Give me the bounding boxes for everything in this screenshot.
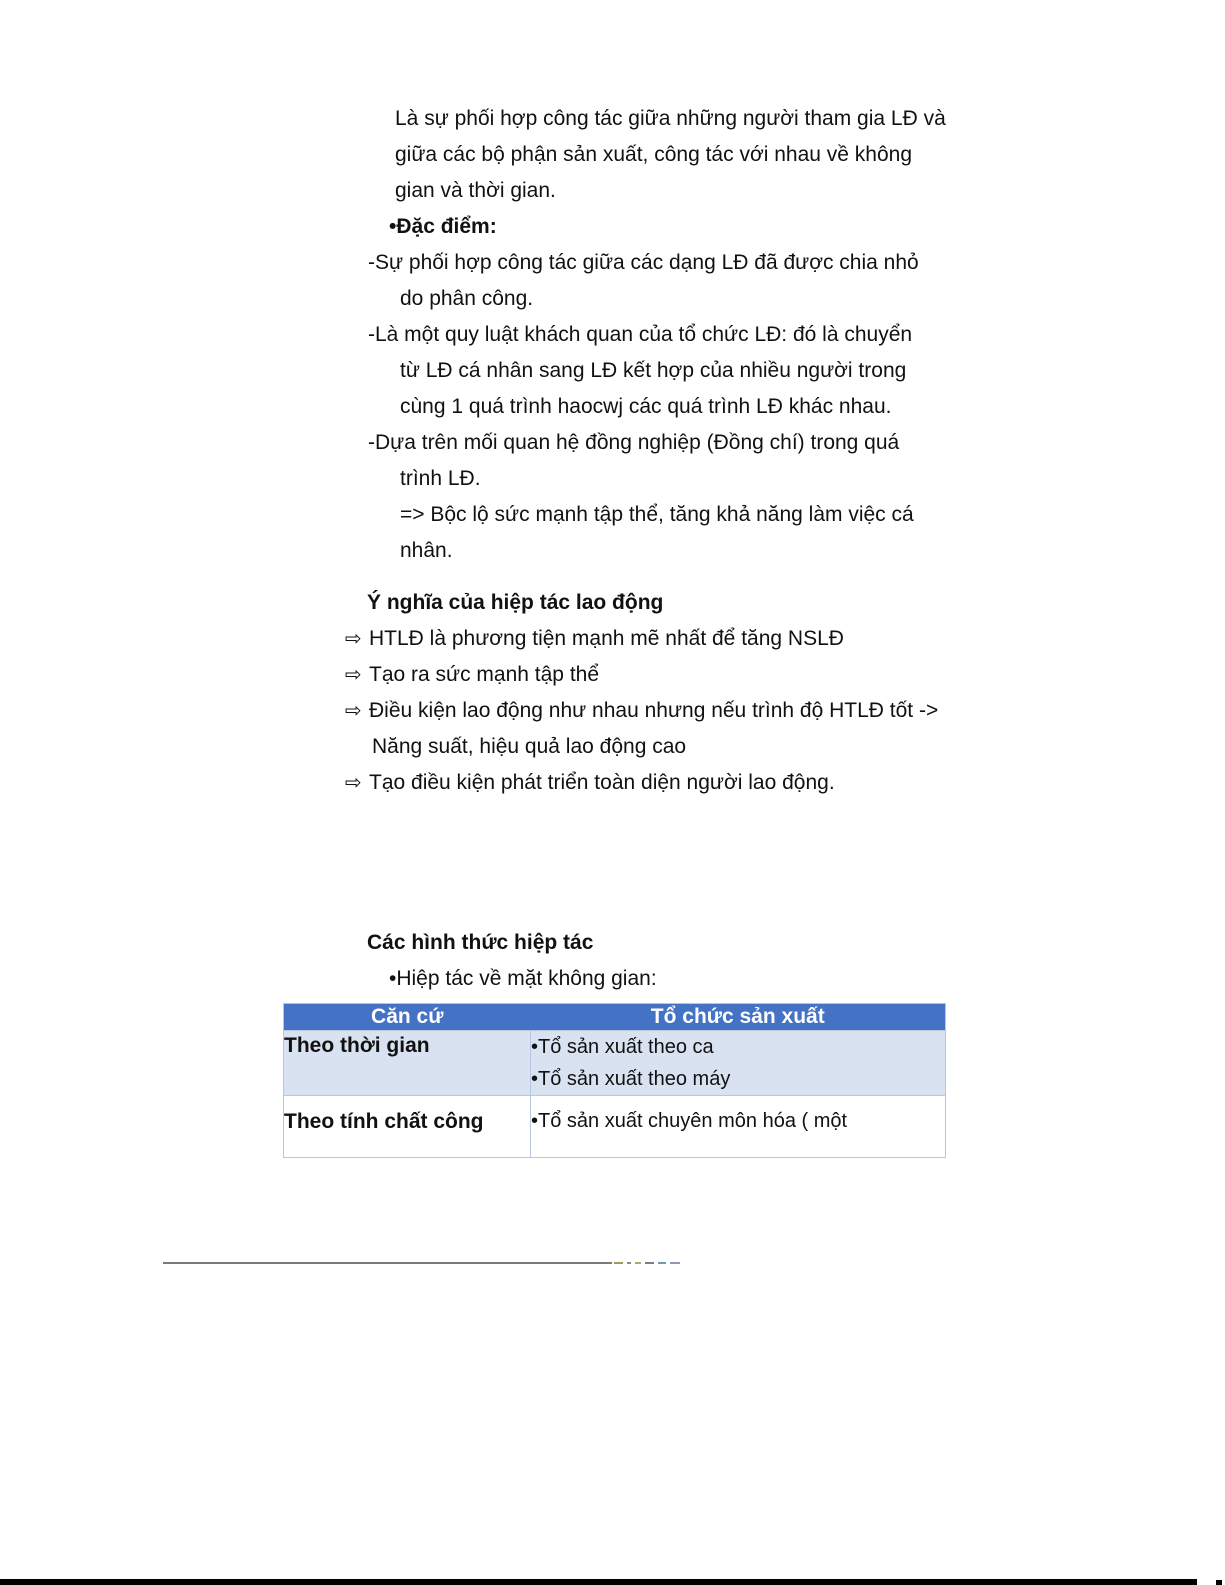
spatial-cooperation-subheading: •Hiệp tác về mặt không gian: bbox=[389, 967, 657, 990]
table-cell-label: Theo thời gian bbox=[284, 1031, 531, 1096]
feature-line: -Sự phối hợp công tác giữa các dạng LĐ đã được chia nhỏ bbox=[368, 251, 919, 274]
separator-line bbox=[163, 1262, 612, 1264]
feature-line: cùng 1 quá trình haocwj các quá trình LĐ khác nhau. bbox=[400, 395, 892, 418]
arrow-icon: ⇨ bbox=[345, 700, 362, 722]
table-cell-label: Theo tính chất công bbox=[284, 1096, 531, 1158]
table-item: •Tổ sản xuất theo máy bbox=[531, 1068, 731, 1090]
table-cell-items bbox=[531, 1096, 946, 1158]
feature-line: -Dựa trên mối quan hệ đồng nghiệp (Đồng chí) trong quá bbox=[368, 431, 900, 454]
table-row bbox=[284, 1031, 946, 1096]
cooperation-forms-table bbox=[283, 1003, 946, 1158]
table-row bbox=[284, 1096, 946, 1158]
feature-line: -Là một quy luật khách quan của tổ chức LĐ: đó là chuyển bbox=[368, 323, 913, 346]
arrow-icon: ⇨ bbox=[345, 772, 362, 794]
feature-line: nhân. bbox=[400, 539, 453, 562]
meaning-item bbox=[345, 693, 1225, 729]
table-header-can-cu: Căn cứ bbox=[284, 1004, 531, 1031]
table-header-to-chuc-san-xuat: Tổ chức sản xuất bbox=[531, 1004, 946, 1031]
meaning-item-continuation: Năng suất, hiệu quả lao động cao bbox=[372, 735, 687, 758]
feature-line: trình LĐ. bbox=[400, 467, 481, 490]
meaning-item-text: Điều kiện lao động như nhau nhưng nếu trình độ HTLĐ tốt -> bbox=[369, 699, 939, 722]
bottom-edge-bar bbox=[0, 1579, 1197, 1585]
watermark-marks bbox=[614, 1262, 684, 1264]
meaning-heading: Ý nghĩa của hiệp tác lao động bbox=[367, 591, 664, 614]
meaning-item bbox=[345, 657, 1225, 693]
intro-line: giữa các bộ phận sản xuất, công tác với nhau về không bbox=[395, 143, 913, 166]
meaning-item-text: HTLĐ là phương tiện mạnh mẽ nhất để tăng NSLĐ bbox=[369, 627, 844, 650]
bottom-edge-dot bbox=[1216, 1580, 1222, 1585]
forms-heading: Các hình thức hiệp tác bbox=[367, 931, 594, 954]
table-header-row bbox=[284, 1004, 946, 1031]
intro-line: gian và thời gian. bbox=[395, 179, 556, 202]
features-heading: •Đặc điểm: bbox=[389, 215, 497, 238]
meaning-item-text: Tạo điều kiện phát triển toàn diện người lao động. bbox=[369, 771, 835, 794]
table-item: •Tổ sản xuất chuyên môn hóa ( một bbox=[531, 1110, 848, 1132]
table-cell-items bbox=[531, 1031, 946, 1096]
feature-line: do phân công. bbox=[400, 287, 534, 310]
arrow-icon: ⇨ bbox=[345, 664, 362, 686]
table-item: •Tổ sản xuất theo ca bbox=[531, 1036, 714, 1058]
feature-line: => Bộc lộ sức mạnh tập thể, tăng khả năng làm việc cá bbox=[400, 503, 914, 526]
feature-line: từ LĐ cá nhân sang LĐ kết hợp của nhiều người trong bbox=[400, 359, 907, 382]
arrow-icon: ⇨ bbox=[345, 628, 362, 650]
meaning-item bbox=[345, 621, 1225, 657]
meaning-item-text: Tạo ra sức mạnh tập thể bbox=[369, 663, 600, 686]
meaning-item bbox=[345, 765, 1225, 801]
intro-line: Là sự phối hợp công tác giữa những người tham gia LĐ và bbox=[395, 107, 946, 130]
